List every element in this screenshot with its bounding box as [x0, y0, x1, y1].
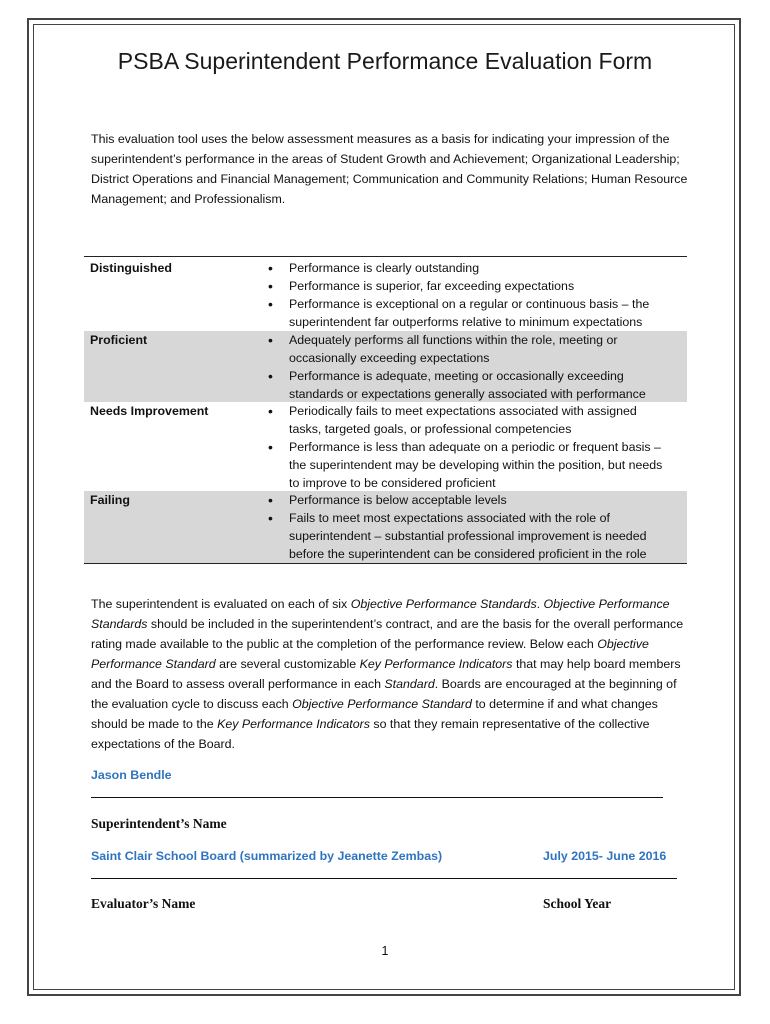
body-italic-term: Key Performance Indicators — [217, 717, 370, 731]
bullet-item: • Adequately performs all functions within the role, meeting or occasionally exceeding expectations — [259, 331, 687, 367]
page-title: PSBA Superintendent Performance Evaluation Form — [117, 48, 653, 74]
rating-row-distinguished — [84, 257, 687, 331]
bullet-item: • Performance is less than adequate on a periodic or frequent basis – the superintendent may be developing within the position, but needs to improve to be considered proficient — [259, 438, 687, 492]
rating-label: Distinguished — [90, 261, 172, 275]
rating-row-failing — [84, 491, 687, 563]
rating-row-needs-improvement — [84, 402, 687, 491]
evaluator-name-label: Evaluator’s Name — [91, 896, 196, 911]
bullet-item: • Periodically fails to meet expectations associated with assigned tasks, targeted goals, or professional competencies — [259, 402, 687, 438]
intro-paragraph: This evaluation tool uses the below assessment measures as a basis for indicating your impression of the superintendent’s performance in the areas of Student Growth and Achievement; Organizational Leadership; District Operations and Financial Management; Communication and Community Relations; Human Resource Management; and Professionalism. — [91, 132, 688, 206]
body-text: that may help board members and the Board to assess overall performance in each — [91, 657, 681, 691]
body-text: are several customizable — [215, 657, 360, 671]
standards-paragraph — [91, 594, 691, 754]
rating-bullets — [259, 402, 687, 491]
body-text: so that they remain representative of the collective expectations of the Board. — [91, 717, 650, 751]
bullet-item: • Performance is adequate, meeting or occasionally exceeding standards or expectations generally associated with performance — [259, 367, 687, 403]
body-italic-term: Standard — [384, 677, 435, 691]
body-text: . — [536, 597, 544, 611]
body-italic-term: Objective Performance Standards — [350, 597, 537, 611]
rating-bullets — [259, 259, 687, 331]
rating-bullets — [259, 491, 687, 563]
bullet-item: • Performance is exceptional on a regular or continuous basis – the superintendent far outperforms relative to minimum expectations — [259, 295, 687, 331]
bullet-item: • Performance is below acceptable levels — [259, 491, 687, 509]
body-italic-term: Objective Performance Standard — [292, 697, 472, 711]
bullet-item: • Performance is superior, far exceeding expectations — [259, 277, 687, 295]
rating-scale-table — [84, 256, 687, 564]
rating-row-proficient — [84, 331, 687, 402]
body-text: to determine if and what changes should be made to the — [91, 697, 658, 731]
rating-label: Proficient — [90, 333, 148, 347]
body-italic-term: Key Performance Indicators — [359, 657, 513, 671]
superintendent-signature-line — [91, 797, 663, 798]
rating-bullets — [259, 331, 687, 402]
rating-label: Failing — [90, 493, 130, 507]
evaluator-signature-line — [91, 878, 677, 879]
rating-label: Needs Improvement — [90, 404, 209, 418]
body-text: . Boards are encouraged at the beginning of the evaluation cycle to discuss each — [91, 677, 677, 711]
body-text: should be included in the superintendent’s contract, and are the basis for the overall performance rating made available to the public at the completion of the performance review. Below each — [91, 617, 684, 651]
body-italic-term: Objective Performance Standards — [91, 597, 670, 631]
bullet-item: • Performance is clearly outstanding — [259, 259, 687, 277]
school-year-field[interactable]: July 2015- June 2016 — [543, 849, 667, 863]
evaluator-name-field[interactable]: Saint Clair School Board (summarized by Jeanette Zembas) — [91, 849, 443, 863]
school-year-label: School Year — [543, 896, 612, 911]
body-italic-term: Objective Performance Standard — [91, 637, 649, 671]
bullet-item: • Fails to meet most expectations associated with the role of superintendent – substantial professional improvement is needed before the superintendent can be considered proficient in the role — [259, 509, 687, 563]
page-number: 1 — [381, 944, 389, 958]
superintendent-name-field[interactable]: Jason Bendle — [91, 768, 172, 782]
superintendent-name-label: Superintendent’s Name — [91, 816, 227, 831]
body-text: The superintendent is evaluated on each of six — [91, 597, 351, 611]
